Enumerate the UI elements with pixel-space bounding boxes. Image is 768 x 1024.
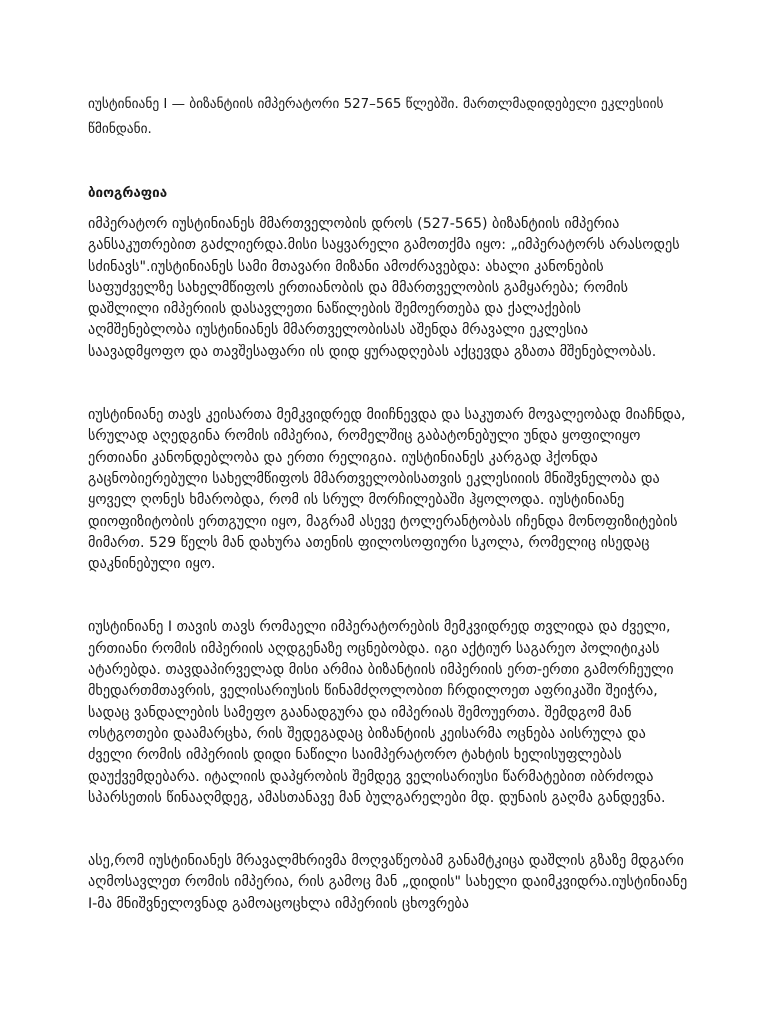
paragraph-4: ასე,რომ იუსტინიანეს მრავალმხრივმა მოღვაწეობამ განამტკიცა დაშლის გზაზე მდგარი აღმოსავლეთ რომის იმპერია, რის გამოც მან „დიდის" სახელი დაიმკვიდრა.იუსტინიანე I-მა მნიშვნელოვნად გამოაცოცხლა იმპერიის ცხოვრება	[88, 853, 688, 912]
intro-text: იუსტინიანე I — ბიზანტიის იმპერატორი 527–565 წლებში. მართლმადიდებელი ეკლესიის წმინდანი.	[88, 97, 664, 137]
paragraph-2: იუსტინიანე თავს კეისართა მემკვიდრედ მიიჩნევდა და საკუთარ მოვალეობად მიაჩნდა, სრულად აღედგინა რომის იმპერია, რომელშიც გაბატონებული უნდა ყოფილიყო ერთიანი კანონდებლობა და ერთი რელიგია. იუსტინიანეს კარგად ჰქონდა გაცნობიერებული სახელმწიფოს მმართველობისათვის ეკლესიიის მნიშვნელობა და ყოველ ღონეს ხმარობდა, რომ ის სრულ მორჩილებაში ჰყოლოდა. იუსტინიანე დიოფიზიტობის ერთგული იყო, მაგრამ ასევე ტოლერანტობას იჩენდა მონოფიზიტების მიმართ. 529 წელს მან დახურა ათენის ფილოსოფიური სკოლა, რომელიც ისედაც დაკნინებული იყო.	[88, 407, 686, 573]
document-page	[88, 92, 688, 915]
section-heading-biography: ბიოგრაფია	[88, 186, 168, 201]
paragraph-1: იმპერატორ იუსტინიანეს მმართველობის დროს (527-565) ბიზანტიის იმპერია განსაკუთრებით გაძლიერდა.მისი საყვარელი გამოთქმა იყო: „იმპერატორს არასოდეს სძინავს".იუსტინიანეს სამი მთავარი მიზანი ამოძრავებდა: ახალი კანონების საფუძველზე სახელმწიფოს ერთიანობის და მმართველობის გამყარება; რომის დაშლილი იმპერიის დასავლეთი ნაწილების შემოერთება და ქალაქების აღმშენებლობა იუსტინიანეს მმართველობისას აშენდა მრავალი ეკლესია საავადმყოფო და თავშესაფარი ის დიდ ყურადღებას აქცევდა გზათა მშენებლობას.	[88, 216, 680, 360]
paragraph-3: იუსტინიანე I თავის თავს რომაელი იმპერატორების მემკვიდრედ თვლიდა და ძველი, ერთიანი რომის იმპერიის აღდგენაზე ოცნებობდა. იგი აქტიურ საგარეო პოლიტიკას ატარებდა. თავდაპირველად მისი არმია ბიზანტიის იმპერიის ერთ-ერთი გამორჩეული მხედართმთავრის, ველისარიუსის წინამძღოლობით ჩრდილოეთ აფრიკაში შეიჭრა, სადაც ვანდალების სამეფო გაანადგურა და იმპერიას შემოუერთა. შემდგომ მან ოსტგოთები დაამარცხა, რის შედეგადაც ბიზანტიის კეისარმა ოცნება აისრულა და ძველი რომის იმპერიის დიდი ნაწილი საიმპერატორო ტახტის ხელისუფლებას დაუქვემდებარა. იტალიის დაპყრობის შემდეგ ველისარიუსი წარმატებით იბრძოდა სპარსეთის წინააღმდეგ, ამასთანავე მან ბულგარელები მდ. დუნაის გაღმა განდევნა.	[88, 619, 674, 806]
